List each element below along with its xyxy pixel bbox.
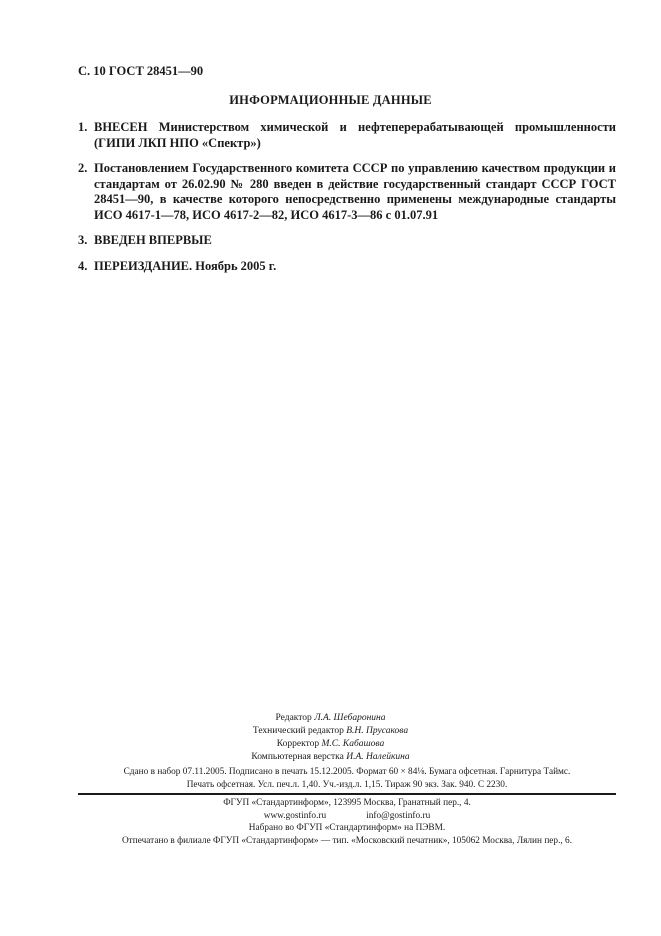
typeset-note: Набрано во ФГУП «Стандартинформ» на ПЭВМ. <box>248 823 446 833</box>
credit-role: Компьютерная верстка <box>251 752 344 762</box>
item-number: 3. <box>78 233 88 247</box>
publication-info <box>78 766 616 791</box>
printed-note: Отпечатано в филиале ФГУП «Стандартинформ» — тип. «Московский печатник», 105062 Москва, Лялин пер., 6. <box>121 835 573 846</box>
publisher-footer <box>78 797 616 847</box>
divider <box>78 793 616 795</box>
list-item <box>78 233 616 249</box>
list-item <box>78 259 616 275</box>
credit-line <box>0 751 661 764</box>
info-list <box>78 120 616 284</box>
item-text: ПЕРЕИЗДАНИЕ. Ноябрь 2005 г. <box>94 258 277 273</box>
credit-line <box>0 725 661 738</box>
email-link[interactable]: info@gostinfo.ru <box>366 810 431 821</box>
item-text: ВНЕСЕН Министерством химической и нефтеперерабатывающей промышленности (ГИПИ ЛКП НПО «Спектр») <box>94 120 616 150</box>
page-header: С. 10 ГОСТ 28451—90 <box>78 64 204 78</box>
list-item <box>78 161 616 223</box>
contact-row <box>78 810 616 823</box>
credit-role: Технический редактор <box>252 726 344 736</box>
item-text: ВВЕДЕН ВПЕРВЫЕ <box>94 233 212 247</box>
item-number: 4. <box>78 258 88 273</box>
item-number: 1. <box>78 120 88 134</box>
credit-name: М.С. Кабашова <box>321 739 385 749</box>
credit-name: Л.А. Шебаронина <box>314 713 386 723</box>
credit-role: Корректор <box>276 739 320 749</box>
credit-line <box>0 712 661 725</box>
item-number: 2. <box>78 161 88 175</box>
publisher-address: ФГУП «Стандартинформ», 123995 Москва, Гранатный пер., 4. <box>223 798 471 808</box>
publication-line: Сдано в набор 07.11.2005. Подписано в печать 15.12.2005. Формат 60 × 84⅛. Бумага офсетная. Гарнитура Таймс. <box>123 767 571 777</box>
credits-block <box>0 712 661 764</box>
credit-role: Редактор <box>275 713 312 723</box>
credit-name: И.А. Налейкина <box>346 752 410 762</box>
credit-line <box>0 738 661 751</box>
publication-line: Печать офсетная. Усл. печ.л. 1,40. Уч.-изд.л. 1,15. Тираж 90 экз. Зак. 940. С 2230. <box>186 779 508 790</box>
section-title: ИНФОРМАЦИОННЫЕ ДАННЫЕ <box>229 93 432 107</box>
website-link[interactable]: www.gostinfo.ru <box>263 810 327 821</box>
credit-name: В.Н. Прусакова <box>346 726 409 736</box>
list-item <box>78 120 616 151</box>
item-text: Постановлением Государственного комитета СССР по управлению качеством продукции и стандартам от 26.02.90 № 280 введен в действие государственный стандарт СССР ГОСТ 28451—90, в качестве которого непосредственно применены международные стандарты ИСО 4617-1—78, ИСО 4617-2—82, ИСО 4617-3—86 с 01.07.91 <box>94 161 616 222</box>
